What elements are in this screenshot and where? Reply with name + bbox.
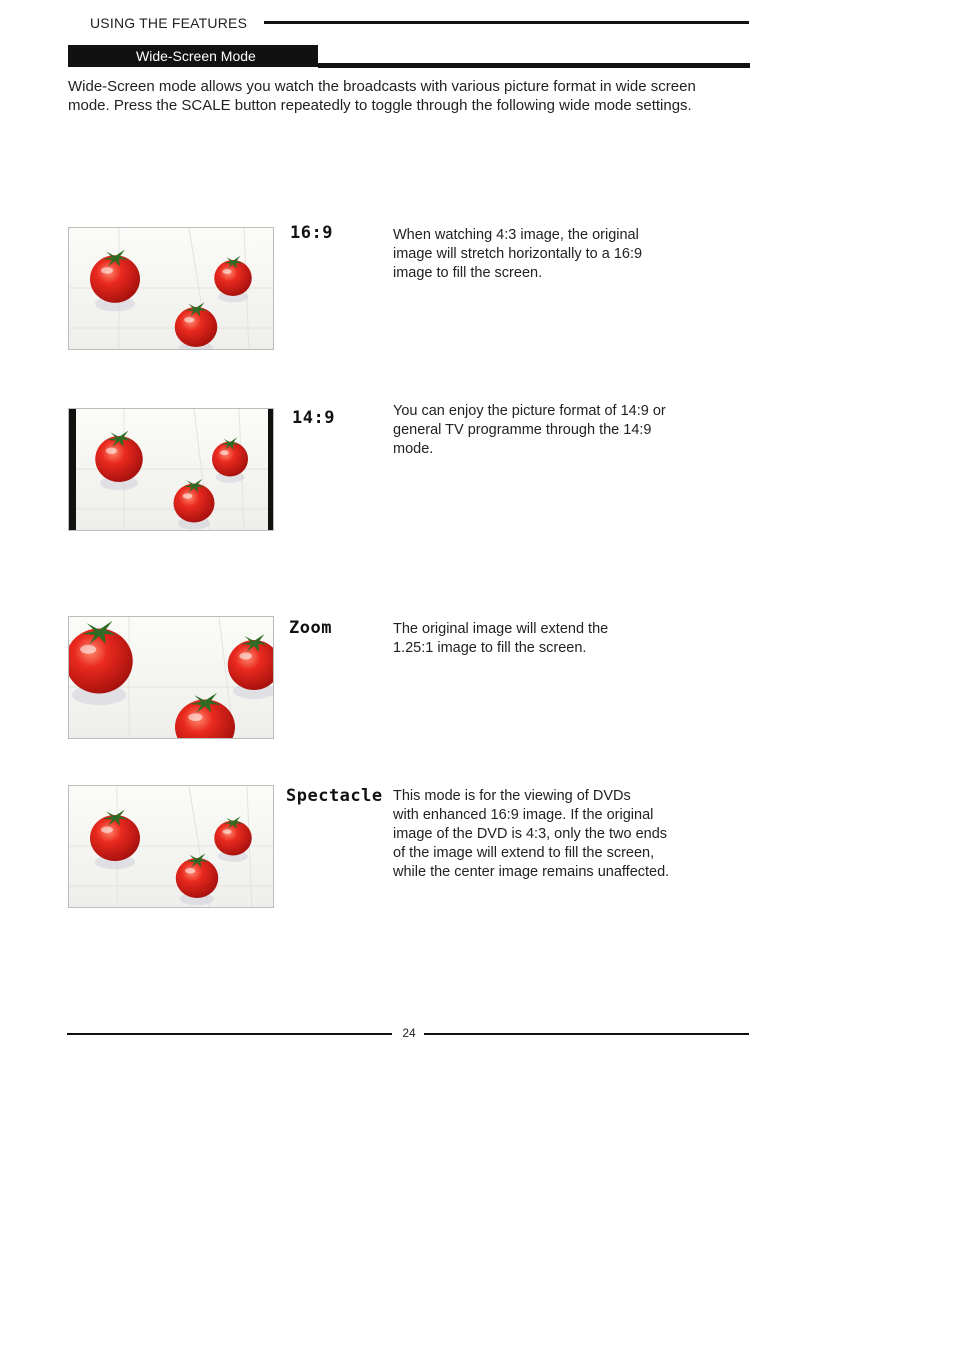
- desc-line: This mode is for the viewing of DVDs: [393, 788, 631, 804]
- mode-label-14-9: 14:9: [292, 408, 335, 428]
- thumbnail-zoom: [68, 616, 274, 739]
- tab-rule: [318, 63, 750, 68]
- section-title: USING THE FEATURES: [90, 15, 248, 31]
- section-tab: [68, 45, 318, 67]
- desc-line: The original image will extend the: [393, 621, 609, 637]
- desc-line: mode.: [393, 441, 434, 457]
- intro-paragraph: Wide-Screen mode allows you watch the broadcasts with various picture format in wide screen mode. Press the SCALE button repeatedly to toggle through the following wide mode settings.: [68, 78, 696, 114]
- thumbnail-spectacle: [68, 785, 274, 908]
- desc-line: with enhanced 16:9 image. If the original: [393, 807, 654, 823]
- mode-description-zoom: [393, 620, 693, 658]
- desc-line: image to fill the screen.: [393, 265, 543, 281]
- thumbnail-14-9: [68, 408, 274, 531]
- mode-label-spectacle: Spectacle: [286, 786, 383, 806]
- footer-rule-left: [67, 1033, 392, 1035]
- page-number: 24: [402, 1026, 416, 1040]
- desc-line: When watching 4:3 image, the original: [393, 227, 639, 243]
- mode-description-16-9: [393, 226, 693, 283]
- mode-label-16-9: 16:9: [290, 223, 333, 243]
- desc-line: image of the DVD is 4:3, only the two ends: [393, 826, 668, 842]
- desc-line: of the image will extend to fill the screen,: [393, 845, 655, 861]
- header-rule: [264, 21, 749, 24]
- section-tab-label: Wide-Screen Mode: [136, 48, 256, 64]
- mode-label-zoom: Zoom: [289, 618, 332, 638]
- thumbnail-16-9: [68, 227, 274, 350]
- desc-line: 1.25:1 image to fill the screen.: [393, 640, 587, 656]
- desc-line: You can enjoy the picture format of 14:9 or: [393, 403, 666, 419]
- desc-line: image will stretch horizontally to a 16:9: [393, 246, 643, 262]
- mode-description-spectacle: [393, 787, 693, 882]
- footer-rule-right: [424, 1033, 749, 1035]
- desc-line: general TV programme through the 14:9: [393, 422, 652, 438]
- desc-line: while the center image remains unaffected.: [393, 864, 670, 880]
- mode-description-14-9: [393, 402, 693, 459]
